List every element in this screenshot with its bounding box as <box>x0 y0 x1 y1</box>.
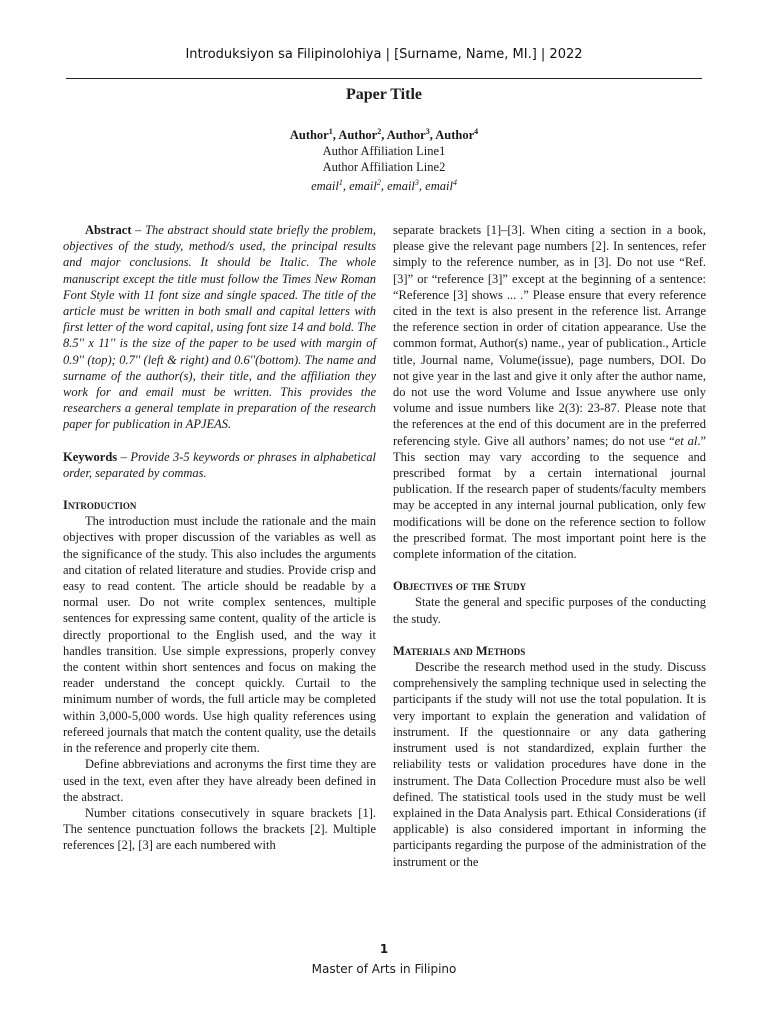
intro-continued-text: separate brackets [1]–[3]. When citing a section in a book, please give the relevant page numbers [2]. In sentences, refer simply to the reference number, as in [3]. Do not use “Ref. [3]” or “reference [3]” except at the beginning of a sentence: “Reference [3] shows ... .” Please ensure that every reference cited in the text is also present in the reference list. Arrange the reference section in order of citation appearance. Use the common format, Author(s) name., year of publication., Article title, Journal name, Volume(issue), page numbers, DOI. Do not give year in the last and give it only after the author name, do not use the word Volume and Issue anywhere use only volume and issue numbers like 2(3): 23-87. Please note that the references at the end of this document are in the preferred referencing style. Give all authors’ names; do not use “ <box>393 223 706 448</box>
email-sup: 2 <box>376 178 381 188</box>
keywords-text: Provide 3-5 keywords or phrases in alphabetical order, separated by commas. <box>63 449 377 480</box>
author-name: Author <box>386 128 426 143</box>
page-number: 1 <box>379 942 389 956</box>
section-heading-methods: Materials and Methods <box>393 643 526 658</box>
header-rule <box>66 78 702 79</box>
footer-text: Master of Arts in Filipino <box>311 962 457 976</box>
abstract-dash: – <box>131 223 146 237</box>
left-column <box>63 222 376 854</box>
author-sup: 2 <box>377 127 382 136</box>
affiliation-line-1: Author Affiliation Line1 <box>322 144 446 159</box>
intro-continued-text-end: .” This section may vary according to the sequence and prescribed format by a certain international journal publication. If the research paper of students/faculty members may be accepted in any internal journal publication, only few modifications will be done on the reference section to follow the prescribed format. The most important point here is the complete information of the citation. <box>393 433 706 562</box>
author-block <box>0 124 768 194</box>
paper-title: Paper Title <box>346 86 422 103</box>
abstract-text: The abstract should state briefly the problem, objectives of the study, method/s used, the principal results and major conclusions. It should be Italic. The whole manuscript except the title must follow the Times New Roman Font Style with 11 font size and single spaced. The title of the article must be written in both small and capital letters with first letter of the word capital, using font size 14 and bold. The 8.5'' x 11'' is the size of the paper to be used with margin of 0.9'' (top); 0.7'' (left & right) and 0.6''(bottom). The name and surname of the author(s), their title, and the affiliation they work for and email must be written. This provides the researchers a general template in preparation of the research paper for publication in APJEAS. <box>63 223 376 432</box>
et-al-text: et al <box>674 433 698 448</box>
section-heading-introduction: Introduction <box>63 498 137 513</box>
author-name: Author <box>435 128 475 143</box>
methods-paragraph: Describe the research method used in the study. Discuss comprehensively the sampling technique used in selecting the participants if the study will not use the total population. It is very important to explain the generation and validation of instrument. If the questionnaire or any data gathering instrument used is not standardized, explain further the reliability tests or validation procedures have done in the instrument. The Data Collection Procedure must also be well defined. The statistical tools used in the study must be well explained in the Data Analysis part. Ethical Considerations (if applicable) is also considered important in informing the participants regarding the purpose of the administration of the instrument or the <box>393 660 706 869</box>
section-heading-objectives: Objectives of the Study <box>393 579 527 594</box>
introduction-paragraph-3: Number citations consecutively in square brackets [1]. The sentence punctuation follows the brackets [2]. Multiple references [2], [3] are each numbered with <box>63 805 376 853</box>
running-header: Introduksiyon sa Filipinolohiya | [Surname, Name, MI.] | 2022 <box>185 47 583 62</box>
author-email: email <box>387 179 415 194</box>
author-email: email <box>425 179 453 194</box>
right-column <box>393 222 706 870</box>
author-email: email <box>311 179 339 194</box>
abstract <box>63 222 376 433</box>
objectives-paragraph: State the general and specific purposes of the conducting the study. <box>393 595 706 626</box>
author-names: Author$^1$, Author$^2$, Author$^3$, Author$^4$ <box>289 127 479 143</box>
introduction-paragraph-1: The introduction must include the rationale and the main objectives with proper discussion of the variables as well as the significance of the study. This also includes the arguments and citation of related literature and studies. Provide crisp and easy to read content. The article should be readable by a normal user. Do not write complex sentences, multiple sentences for expressing same content, quality of the article is directly proportional to the English used, and the way it handles transition. Use simple expressions, properly convey the content within short sentences and focus on making the reader understand the concept quickly. Curtail to the minimum number of words, the full article may be completed within 3,000-5,000 words. Use high quality references using refereed journals that match the content quality, use the details in the reference and properly cite them. <box>63 514 376 756</box>
author-sup: 4 <box>474 127 479 136</box>
author-name: Author <box>338 128 378 143</box>
introduction-paragraph-2: Define abbreviations and acronyms the first time they are used in the text, even after they have already been defined in the abstract. <box>63 757 376 804</box>
keywords-label: Keywords <box>63 449 118 464</box>
affiliation-line-2: Author Affiliation Line2 <box>322 160 446 175</box>
introduction-paragraph-3-continued <box>393 222 706 562</box>
author-sup: 1 <box>328 127 333 136</box>
email-sup: 3 <box>414 178 419 188</box>
email-sup: 4 <box>452 178 457 188</box>
author-email: email <box>349 179 377 194</box>
email-sup: 1 <box>338 178 343 188</box>
author-emails: email$^1$, email$^2$, email$^3$, email$^4$ <box>311 178 457 194</box>
author-name: Author <box>289 128 329 143</box>
author-sup: 3 <box>425 127 430 136</box>
keywords-dash: – <box>117 449 131 464</box>
abstract-label: Abstract <box>85 223 132 237</box>
keywords <box>63 449 376 481</box>
